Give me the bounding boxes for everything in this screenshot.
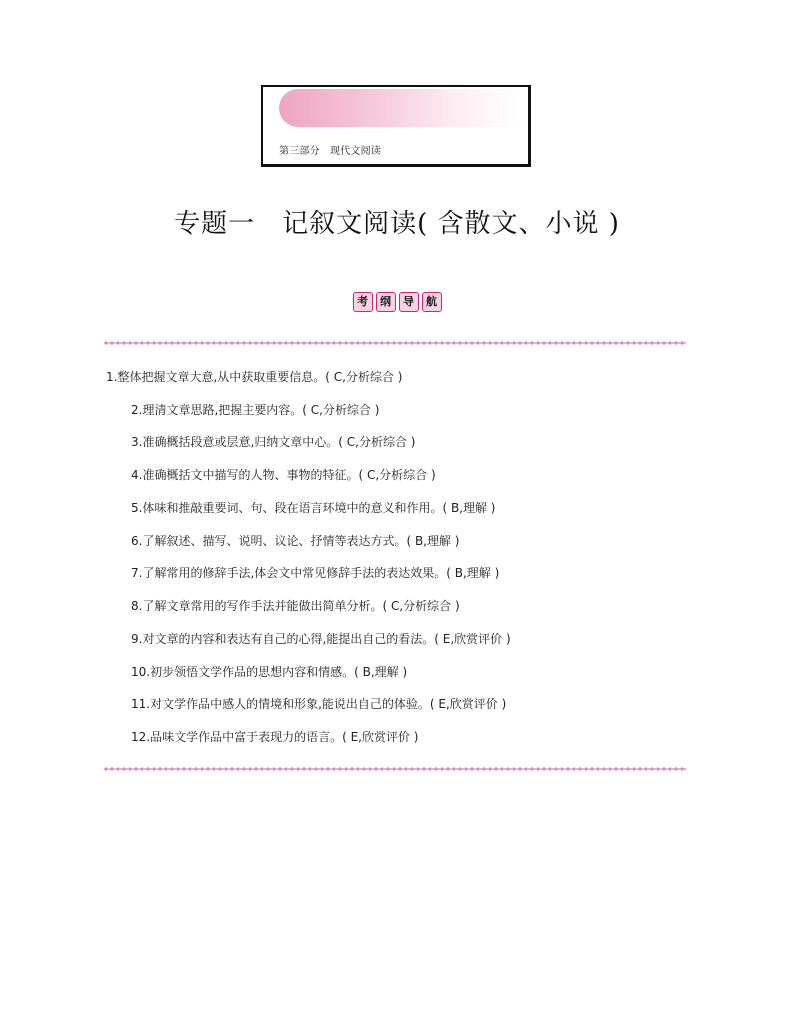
outline-item-11: 11.对文学作品中感人的情境和形象,能说出自己的体验。( E,欣赏评价 ): [131, 697, 507, 711]
outline-nav-badges: [0, 292, 794, 312]
header-pink-bar: [279, 89, 524, 127]
section-header-box: [261, 85, 531, 167]
outline-item-2: 2.理清文章思路,把握主要内容。( C,分析综合 ): [131, 403, 380, 417]
nav-badge-hang: 航: [422, 292, 442, 312]
outline-item-5: 5.体味和推敲重要词、句、段在语言环境中的意义和作用。( B,理解 ): [131, 501, 496, 515]
outline-item-12: 12.品味文学作品中富于表现力的语言。( E,欣赏评价 ): [131, 730, 419, 744]
nav-badge-gang: 纲: [376, 292, 396, 312]
outline-item-8: 8.了解文章常用的写作手法并能做出简单分析。( C,分析综合 ): [131, 599, 460, 613]
nav-badge-kao: 考: [353, 292, 373, 312]
divider-bottom-line: [104, 765, 686, 773]
outline-item-7: 7.了解常用的修辞手法,体会文中常见修辞手法的表达效果。( B,理解 ): [131, 566, 500, 580]
outline-item-10: 10.初步领悟文学作品的思想内容和情感。( B,理解 ): [131, 665, 408, 679]
outline-item-6: 6.了解叙述、描写、说明、议论、抒情等表达方式。( B,理解 ): [131, 534, 460, 548]
divider-top: [104, 339, 686, 347]
divider-bottom: [104, 765, 686, 773]
outline-item-1: 1.整体把握文章大意,从中获取重要信息。( C,分析综合 ): [106, 370, 403, 384]
part-label: 第三部分 现代文阅读: [279, 146, 381, 157]
outline-item-9: 9.对文章的内容和表达有自己的心得,能提出自己的看法。( E,欣赏评价 ): [131, 632, 511, 646]
outline-item-4: 4.准确概括文中描写的人物、事物的特征。( C,分析综合 ): [131, 468, 436, 482]
divider-top-line: [104, 339, 686, 347]
page-title: 专题一 记叙文阅读( 含散文、小说 ): [174, 209, 620, 239]
outline-item-3: 3.准确概括段意或层意,归纳文章中心。( C,分析综合 ): [131, 435, 416, 449]
nav-badge-dao: 导: [399, 292, 419, 312]
